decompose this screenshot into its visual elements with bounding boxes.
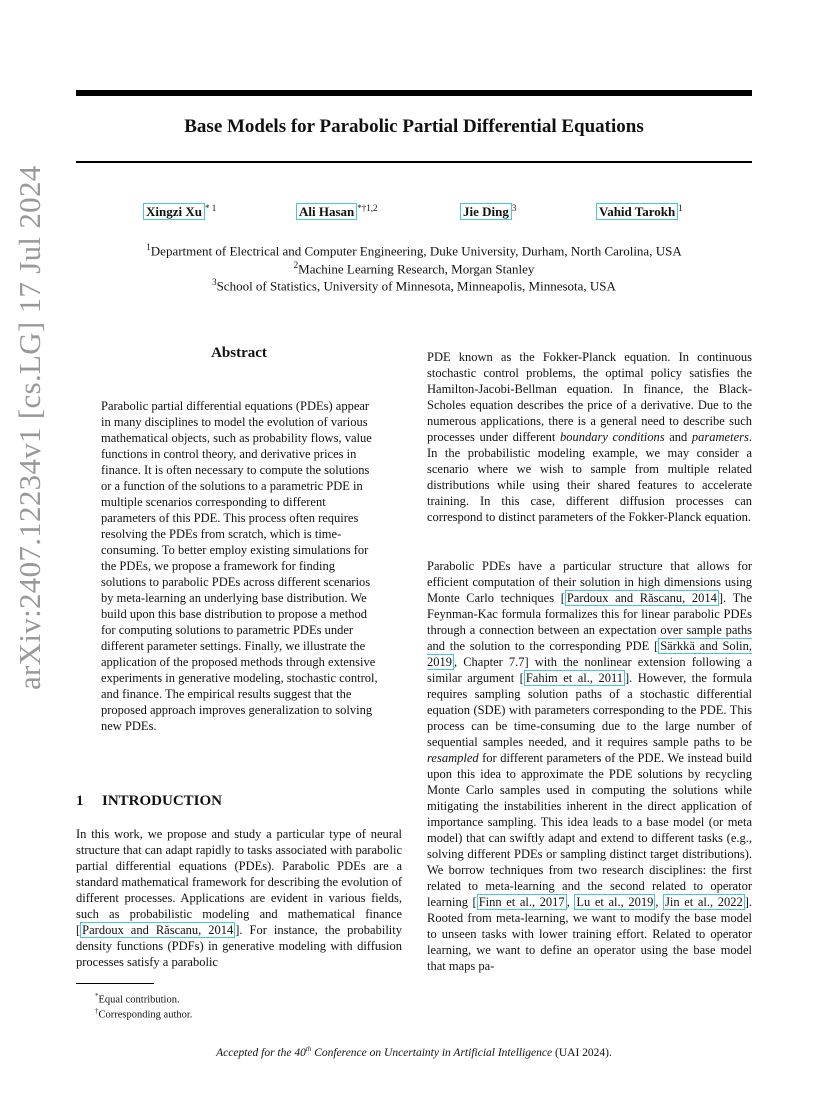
footnote-2: [95, 1004, 192, 1023]
affiliation-number: 2: [293, 260, 299, 270]
section-number: 1: [76, 793, 84, 809]
author-3[interactable]: [460, 203, 516, 220]
intro-paragraph-right-2: [427, 558, 752, 974]
arxiv-identifier: arXiv:2407.12234v1 [cs.LG] 17 Jul 2024: [12, 165, 47, 690]
top-rule: [76, 90, 752, 96]
intro-emphasis: parameters: [691, 430, 749, 444]
footnote-mark: *: [95, 992, 99, 1000]
affiliation-number: 1: [146, 242, 151, 252]
citation-separator: ,: [566, 895, 575, 909]
footer-suffix: (UAI 2024).: [552, 1046, 612, 1059]
footer-sup: th: [305, 1045, 312, 1053]
author-4[interactable]: [596, 203, 683, 220]
citation-link[interactable]: Pardoux and Răscanu, 2014: [82, 923, 234, 937]
citation-link[interactable]: Lu et al., 2019: [576, 895, 654, 909]
affiliation-3: [76, 273, 752, 295]
affiliation-text: Machine Learning Research, Morgan Stanley: [298, 261, 535, 277]
author-2[interactable]: [296, 203, 378, 220]
citation-link[interactable]: Fahim et al., 2011: [525, 671, 624, 685]
author-marks: 1: [678, 203, 683, 213]
citation-link[interactable]: Finn et al., 2017: [478, 895, 565, 909]
author-1[interactable]: [143, 203, 216, 220]
abstract-body: Parabolic partial differential equations (PDEs) appear in many disciplines to model the evolution of various mathematical objects, such as probability flows, value functions in control theory, and derivative prices in finance. It is often necessary to compute the solutions or a function of the solutions to a parametric PDE in multiple scenarios corresponding to different parameters of this PDE. This process often requires resolving the PDEs from scratch, which is time-consuming. To better employ existing simulations for the PDEs, we propose a framework for finding solutions to parabolic PDEs across different scenarios by meta-learning an underlying base distribution. We build upon this base distribution to propose a method for computing solutions to parametric PDEs under different parameter settings. Finally, we illustrate the application of the proposed methods through extensive experiments in generative modeling, stochastic control, and finance. The empirical results suggest that the proposed approach improves generalization to solving new PDEs.: [101, 399, 378, 733]
section-heading: [76, 793, 222, 810]
intro-text: and: [664, 430, 692, 444]
page-footer: [76, 1045, 752, 1059]
intro-paragraph-left: [76, 826, 402, 970]
intro-text: for different parameters of the PDE. We instead build upon this idea to approximate the PDE solutions by recycling Monte Carlo samples used in computing the solutions while mitigating the instabilities inherent in the direct application of importance sampling. This idea leads to a base model (or meta model) that can swiftly adapt and extend to different tasks (e.g., solving different PDEs or sampling distinct target distributions). We borrow techniques from two research disciplines: the first related to meta-learning and the second related to operator learning [: [427, 751, 752, 909]
intro-text: ]. The Feynman-Kac formula formalizes this for linear parabolic PDEs through a connection between an expectation over sample paths and the solution to the corresponding PDE [: [427, 591, 752, 653]
intro-text: Parabolic PDEs have a particular structure that allows for efficient computation of their solution in high dimensions using Monte Carlo techniques [: [427, 559, 752, 605]
affiliation-number: 3: [212, 277, 217, 287]
citation-link[interactable]: Särkkä and Solin, 2019: [427, 639, 752, 669]
author-name[interactable]: Jie Ding: [460, 203, 512, 220]
citation-link[interactable]: Jin et al., 2022: [665, 895, 743, 909]
intro-text: ]. Rooted from meta-learning, we want to modify the base model to unseen tasks with lower training effort. Related to operator learning, we want to define an operator using the base model that maps pa-: [427, 895, 752, 973]
author-marks: *†1,2: [357, 203, 378, 213]
section-title: INTRODUCTION: [102, 793, 223, 809]
intro-text: ]. For instance, the probability density functions (PDFs) in generative modeling with diffusion processes satisfy a parabolic: [76, 923, 402, 969]
intro-text: PDE known as the Fokker-Planck equation. In continuous stochastic control problems, the optimal policy satisfies the Hamilton-Jacobi-Bellman equation. In finance, the Black-Scholes equation describes the price of a derivative. Due to the numerous applications, there is a general need to describe such processes under different: [427, 350, 752, 444]
citation-link[interactable]: Pardoux and Răscanu, 2014: [566, 591, 717, 605]
intro-paragraph-right-1: [427, 349, 752, 525]
footer-prefix: Accepted for the 40: [216, 1046, 306, 1059]
paper-title: Base Models for Parabolic Partial Differential Equations: [184, 116, 644, 137]
author-name[interactable]: Ali Hasan: [296, 203, 357, 220]
footnote-mark: †: [95, 1007, 99, 1015]
intro-text: . In the probabilistic modeling example, we may consider a scenario where we wish to sample from multiple related distributions while using their shared features to accelerate training. In this case, different diffusion processes can correspond to distinct parameters of the Fokker-Planck equation.: [427, 430, 752, 524]
author-marks: 3: [511, 203, 517, 213]
footnote-rule: [76, 983, 154, 984]
footnote-text: Corresponding author.: [98, 1009, 193, 1021]
abstract-heading: Abstract: [211, 345, 267, 361]
author-marks: * 1: [204, 203, 217, 213]
intro-text: ]. However, the formula requires sampling solution paths of a stochastic differential equation (SDE) with parameters corresponding to the PDE. This process can be time-consuming due to the large number of sequential samples needed, and it requires sample paths to be: [427, 671, 752, 749]
title-rule: [76, 161, 752, 163]
author-name[interactable]: Vahid Tarokh: [596, 203, 678, 220]
affiliation-text: Department of Electrical and Computer Engineering, Duke University, Durham, North Carolina, USA: [150, 243, 682, 259]
intro-text: In this work, we propose and study a particular type of neural structure that can adapt rapidly to tasks associated with parabolic partial differential equations (PDEs). Parabolic PDEs are a standard mathematical framework for describing the evolution of different processes. Applications are evident in various fields, such as probabilistic modeling and mathematical finance [: [76, 827, 402, 937]
intro-emphasis: boundary conditions: [560, 430, 665, 444]
intro-text: , Chapter 7.7] with the nonlinear extension following a similar argument [: [427, 655, 752, 685]
author-name[interactable]: Xingzi Xu: [143, 203, 205, 220]
affiliation-text: School of Statistics, University of Minnesota, Minneapolis, Minnesota, USA: [216, 278, 616, 294]
footnote-text: Equal contribution.: [98, 994, 180, 1006]
footer-conference: Conference on Uncertainty in Artificial Intelligence: [311, 1046, 553, 1059]
intro-emphasis: resampled: [427, 751, 479, 765]
citation-separator: ,: [655, 895, 664, 909]
